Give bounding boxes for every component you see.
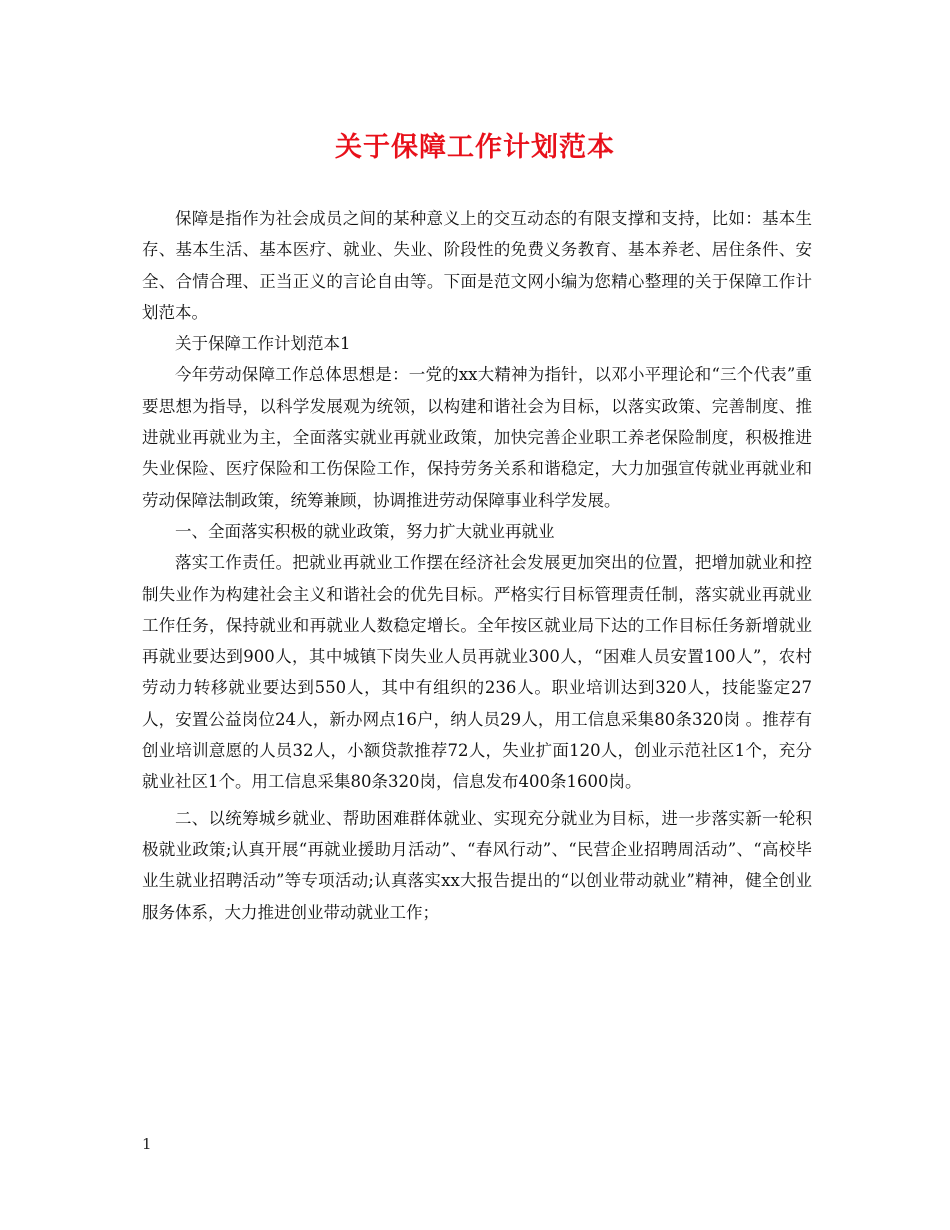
body-paragraph: 二、以统筹城乡就业、帮助困难群体就业、实现充分就业为目标，进一步落实新一轮积极就业政策;认真开展“再就业援助月活动”、“春风行动”、“民营企业招聘周活动”、“高校毕业生就业招聘活动”等专项活动;认真落实xx大报告提出的“以创业带动就业”精神，健全创业服务体系，大力推进创业带动就业工作； xyxy=(142,808,812,922)
body-paragraph: 今年劳动保障工作总体思想是：一党的xx大精神为指针，以邓小平理论和“三个代表”重要思想为指导，以科学发展观为统领，以构建和谐社会为目标，以落实政策、完善制度、推进就业再就业为主，全面落实就业再就业政策，加快完善企业职工养老保险制度，积极推进失业保险、医疗保险和工伤保险工作，保持劳务关系和谐稳定，大力加强宣传就业再就业和劳动保障法制政策，统筹兼顾，协调推进劳动保障事业科学发展。 xyxy=(142,365,812,510)
document-title: 关于保障工作计划范本 xyxy=(335,132,615,163)
section-heading: 关于保障工作计划范本1 xyxy=(175,334,351,354)
section-heading: 一、全面落实积极的就业政策，努力扩大就业再就业 xyxy=(175,521,555,541)
body-paragraph: 落实工作责任。把就业再就业工作摆在经济社会发展更加突出的位置，把增加就业和控制失业作为构建社会主义和谐社会的优先目标。严格实行目标管理责任制，落实就业再就业工作任务，保持就业和再就业人数稳定增长。全年按区就业局下达的工作目标任务新增就业再就业要达到900人，其中城镇下岗失业人员再就业300人，“困难人员安置100人”，农村劳动力转移就业要达到550人，其中有组织的236人。职业培训达到320人，技能鉴定27人，安置公益岗位24人，新办网点16户，纳人员29人，用工信息采集80条320岗 。推荐有创业培训意愿的人员32人，小额贷款推荐72人，失业扩面120人，创业示范社区1个，充分就业社区1个。用工信息采集80条320岗，信息发布400条1600岗。 xyxy=(142,553,812,792)
intro-paragraph: 保障是指作为社会成员之间的某种意义上的交互动态的有限支撑和支持，比如：基本生存、基本生活、基本医疗、就业、失业、阶段性的免费义务教育、基本养老、居住条件、安全、合情合理、正当正义的言论自由等。下面是范文网小编为您精心整理的关于保障工作计划范本。 xyxy=(142,209,812,322)
page-number: 1 xyxy=(142,1135,152,1153)
document-body xyxy=(142,203,812,928)
